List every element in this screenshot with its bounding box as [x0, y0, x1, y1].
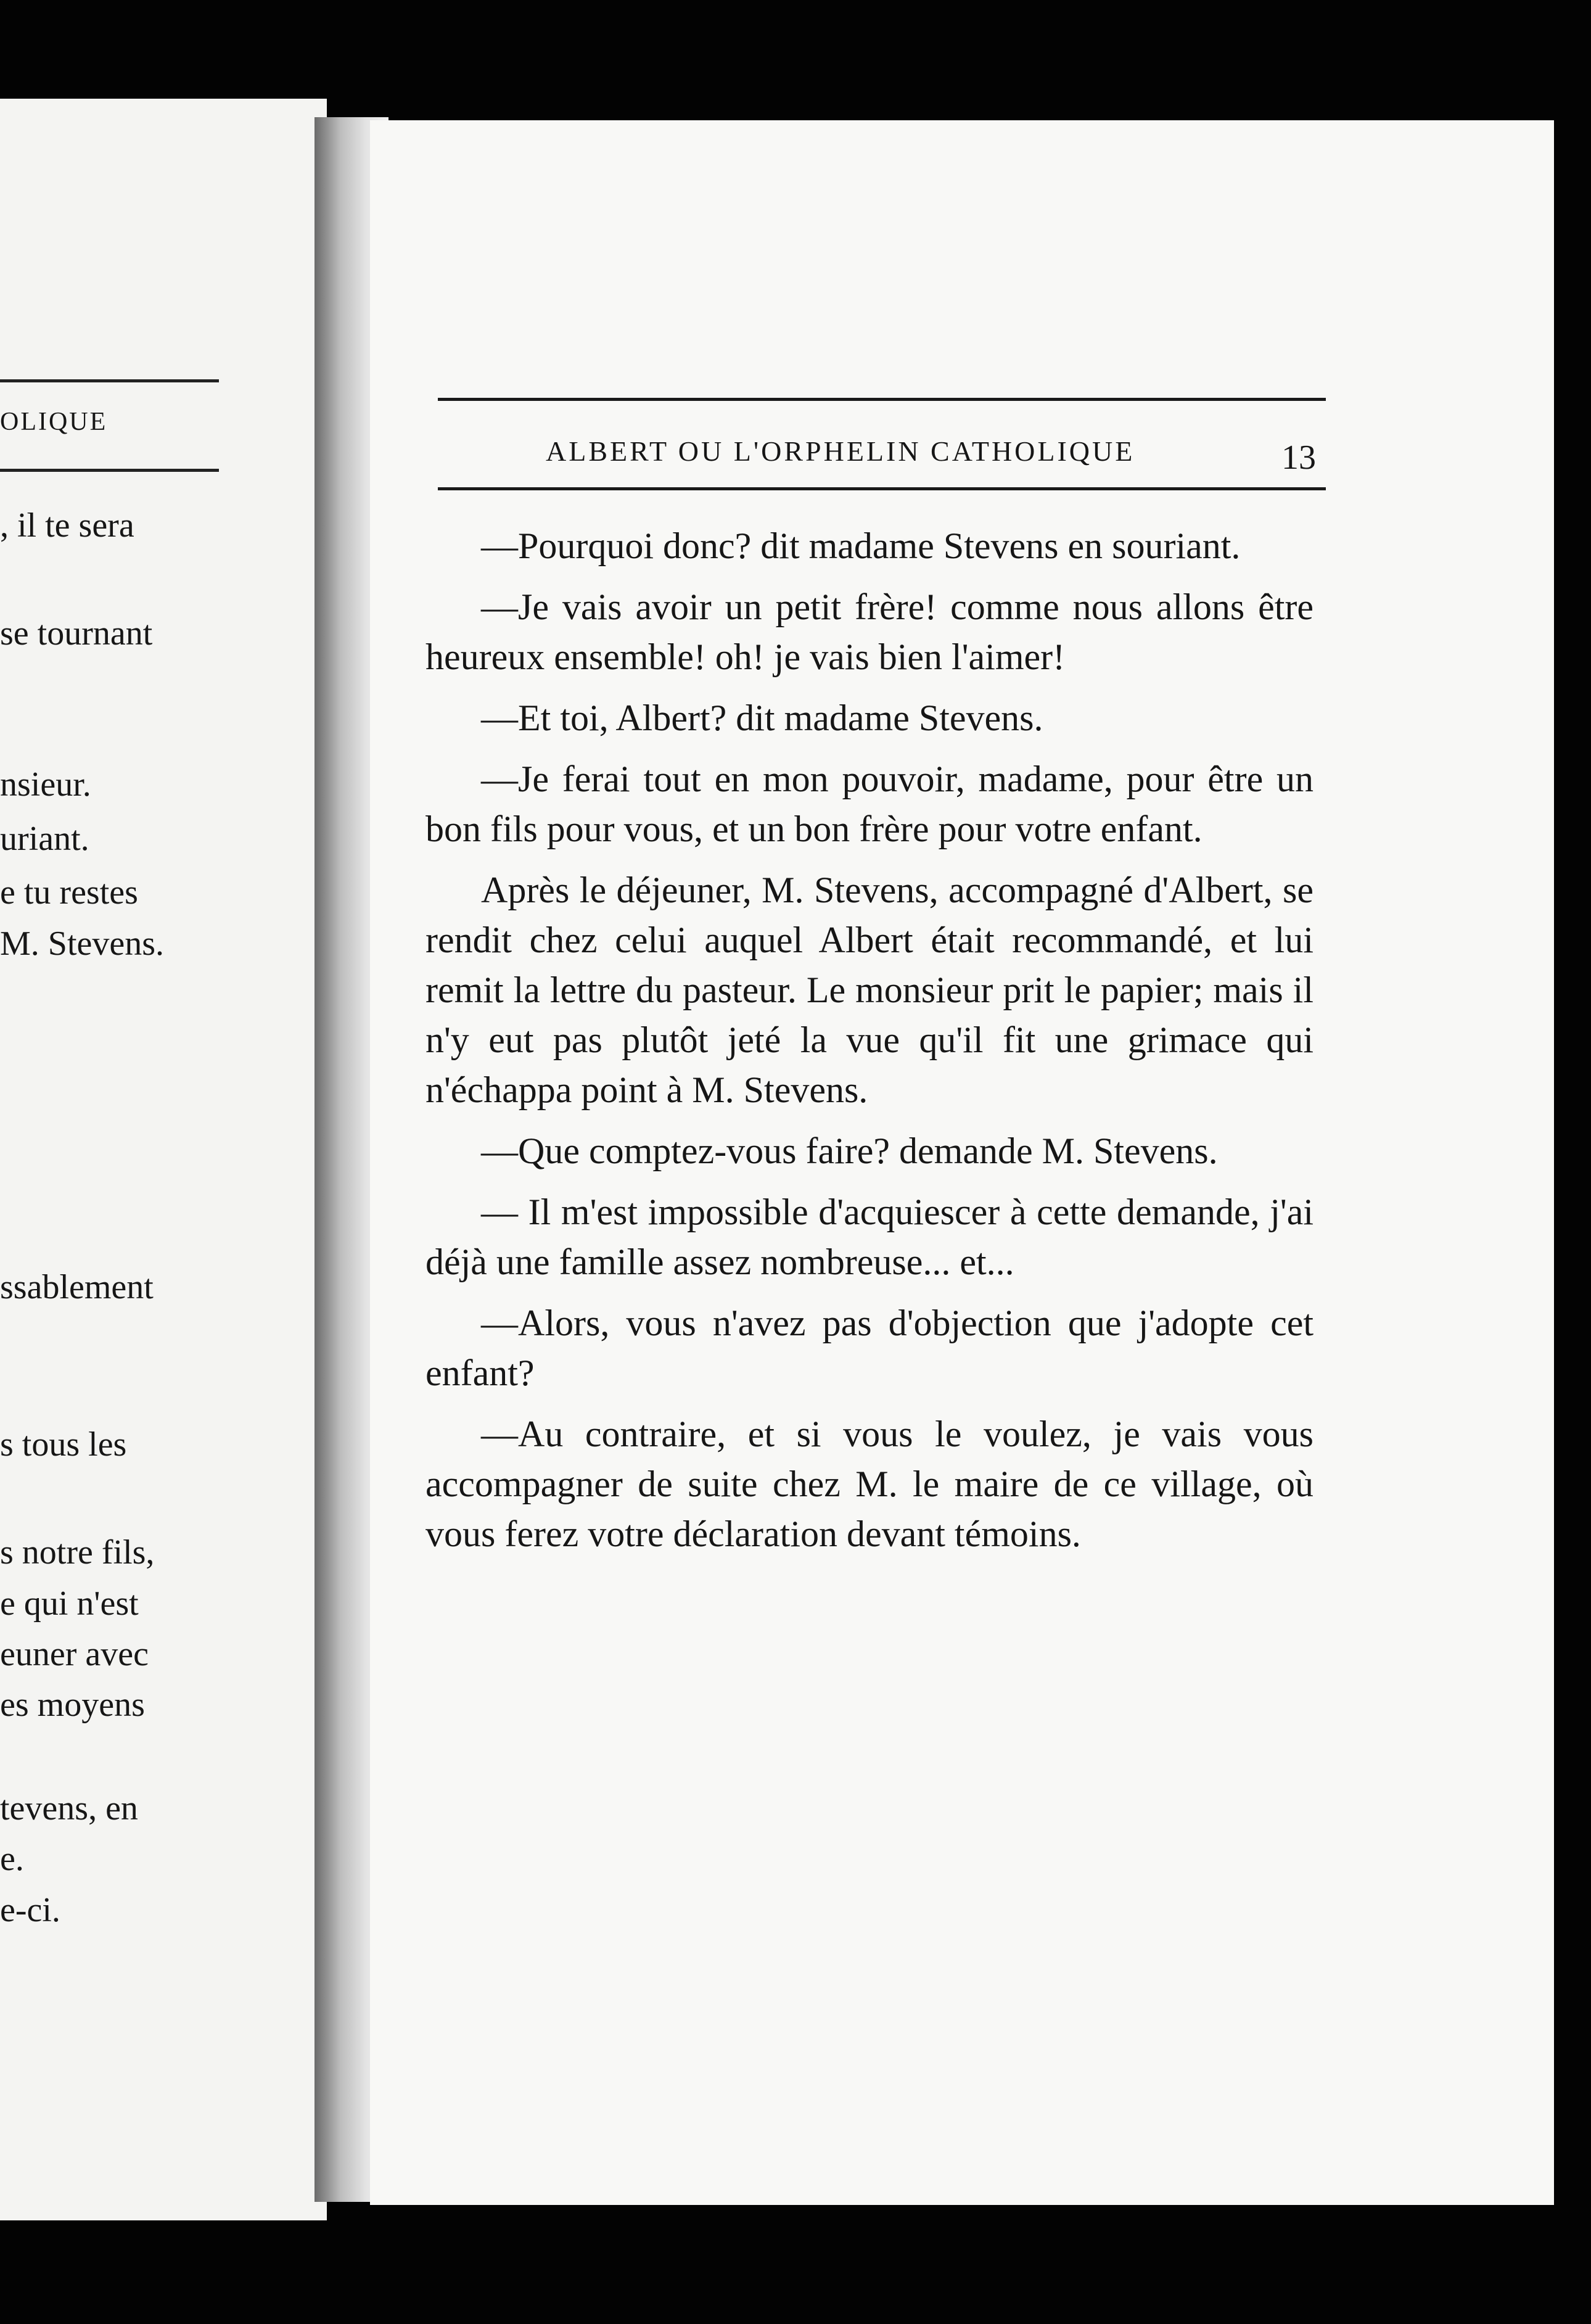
text-line: e qui n'est — [0, 1584, 139, 1623]
text-line: ssablement — [0, 1268, 154, 1306]
running-head: ALBERT OU L'ORPHELIN CATHOLIQUE — [546, 435, 1135, 467]
text-line: es moyens — [0, 1686, 145, 1724]
paragraph: —Je ferai tout en mon pouvoir, madame, pour être un bon fils pour vous, et un bon frère pour votre enfant. — [426, 759, 1314, 849]
paragraph: Après le déjeuner, M. Stevens, accompagné d'Albert, se rendit chez celui auquel Albert était recommandé, et lui remit la lettre du pasteur. Le monsieur prit le papier; mais il n'y eut pas plutôt jeté la vue qu'il fit une grimace qui n'échappa point à M. Stevens. — [426, 870, 1314, 1110]
text-line: se tournant — [0, 614, 153, 653]
paragraph: —Pourquoi donc? dit madame Stevens en souriant. — [481, 525, 1241, 566]
text-line: uriant. — [0, 820, 89, 858]
text-line: e tu restes — [0, 873, 138, 912]
paragraph: —Je vais avoir un petit frère! comme nous allons être heureux ensemble! oh! je vais bien l'aimer! — [426, 587, 1314, 677]
head-rule-top — [438, 398, 1326, 401]
text-line: tevens, en — [0, 1789, 138, 1827]
current-page — [370, 120, 1554, 2205]
page-number: 13 — [1281, 439, 1316, 477]
paragraph: —Et toi, Albert? dit madame Stevens. — [481, 698, 1043, 738]
paragraph: —Alors, vous n'avez pas d'objection que j'adopte cet enfant? — [426, 1303, 1314, 1393]
text-line: s tous les — [0, 1425, 127, 1464]
text-line: nsieur. — [0, 765, 91, 804]
text-line: euner avec — [0, 1635, 149, 1673]
head-rule-bottom — [0, 469, 219, 472]
running-head: OLIQUE — [0, 408, 108, 436]
text-line: , il te sera — [0, 506, 134, 545]
text-line: s notre fils, — [0, 1533, 155, 1572]
paragraph: —Au contraire, et si vous le voulez, je vais vous accompagner de suite chez M. le maire de ce village, où vous ferez votre déclaration devant témoins. — [426, 1414, 1314, 1554]
previous-page — [0, 99, 327, 2220]
head-rule-top — [0, 379, 219, 382]
text-line: e. — [0, 1840, 24, 1878]
paragraph: — Il m'est impossible d'acquiescer à cette demande, j'ai déjà une famille assez nombreuse... et... — [426, 1192, 1314, 1282]
head-rule-bottom — [438, 487, 1326, 490]
body-text — [426, 521, 1314, 1570]
text-line: e-ci. — [0, 1891, 60, 1929]
text-line: M. Stevens. — [0, 925, 164, 963]
paragraph: —Que comptez-vous faire? demande M. Stevens. — [481, 1131, 1218, 1171]
